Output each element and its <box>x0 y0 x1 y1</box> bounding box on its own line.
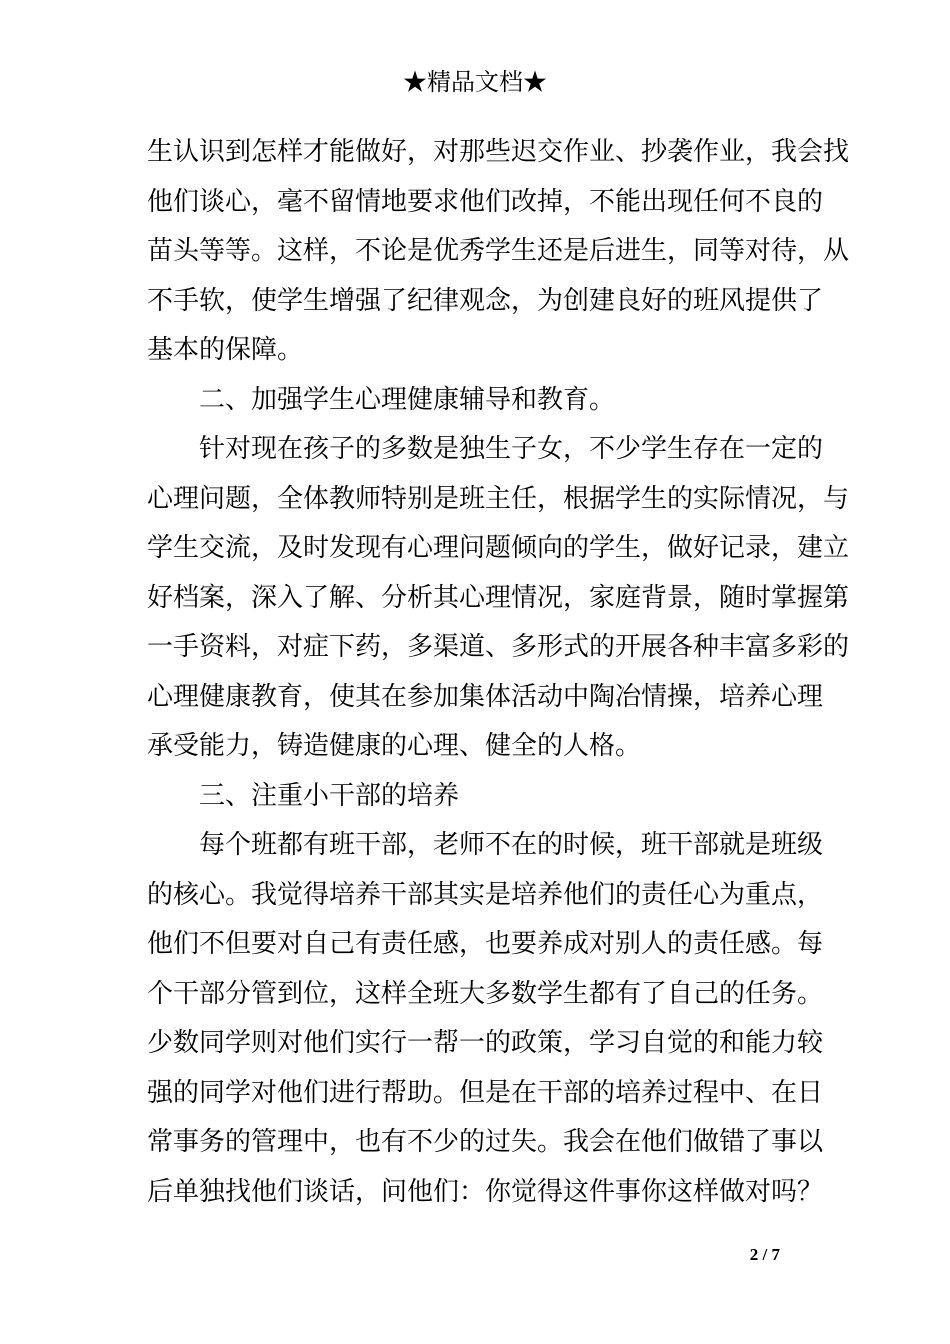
text-line: 常事务的管理中，也有不少的过失。我会在他们做错了事以 <box>147 1127 824 1157</box>
text-line: 心理问题，全体教师特别是班主任，根据学生的实际情况，与 <box>147 483 850 514</box>
text-line: 每个班都有班干部，老师不在的时候，班干部就是班级 <box>199 830 824 860</box>
document-body <box>147 128 850 1217</box>
text-line: 苗头等等。这样，不论是优秀学生还是后进生，同等对待，从 <box>147 236 850 266</box>
text-line: 强的同学对他们进行帮助。但是在干部的培养过程中、在日 <box>147 1077 824 1108</box>
page-number: 2 / 7 <box>749 1245 780 1264</box>
text-line: 基本的保障。 <box>147 335 304 365</box>
text-line: 一手资料，对症下药，多渠道、多形式的开展各种丰富多彩的 <box>147 632 850 662</box>
document-header-title: ★精品文档★ <box>403 68 547 96</box>
text-line: 承受能力，铸造健康的心理、健全的人格。 <box>147 731 642 761</box>
text-line: 不手软，使学生增强了纪律观念，为创建良好的班风提供了 <box>147 285 824 316</box>
text-line: 他们谈心，毫不留情地要求他们改掉，不能出现任何不良的 <box>147 186 824 217</box>
text-line: 学生交流，及时发现有心理问题倾向的学生，做好记录，建立 <box>147 533 850 563</box>
text-line: 他们不但要对自己有责任感，也要养成对别人的责任感。每 <box>147 929 824 959</box>
section-heading: 三、注重小干部的培养 <box>199 780 460 811</box>
text-line: 好档案，深入了解、分析其心理情况，家庭背景，随时掌握第 <box>147 582 850 613</box>
text-line: 针对现在孩子的多数是独生子女，不少学生存在一定的 <box>199 434 824 464</box>
text-line: 个干部分管到位，这样全班大多数学生都有了自己的任务。 <box>147 978 824 1009</box>
text-line: 后单独找他们谈话，问他们：你觉得这件事你这样做对吗？ <box>147 1176 824 1207</box>
section-heading: 二、加强学生心理健康辅导和教育。 <box>199 384 616 415</box>
text-line: 心理健康教育，使其在参加集体活动中陶冶情操，培养心理 <box>147 681 824 712</box>
text-line: 的核心。我觉得培养干部其实是培养他们的责任心为重点， <box>147 879 824 910</box>
text-line: 少数同学则对他们实行一帮一的政策，学习自觉的和能力较 <box>147 1028 824 1058</box>
text-line: 生认识到怎样才能做好，对那些迟交作业、抄袭作业，我会找 <box>147 137 850 167</box>
